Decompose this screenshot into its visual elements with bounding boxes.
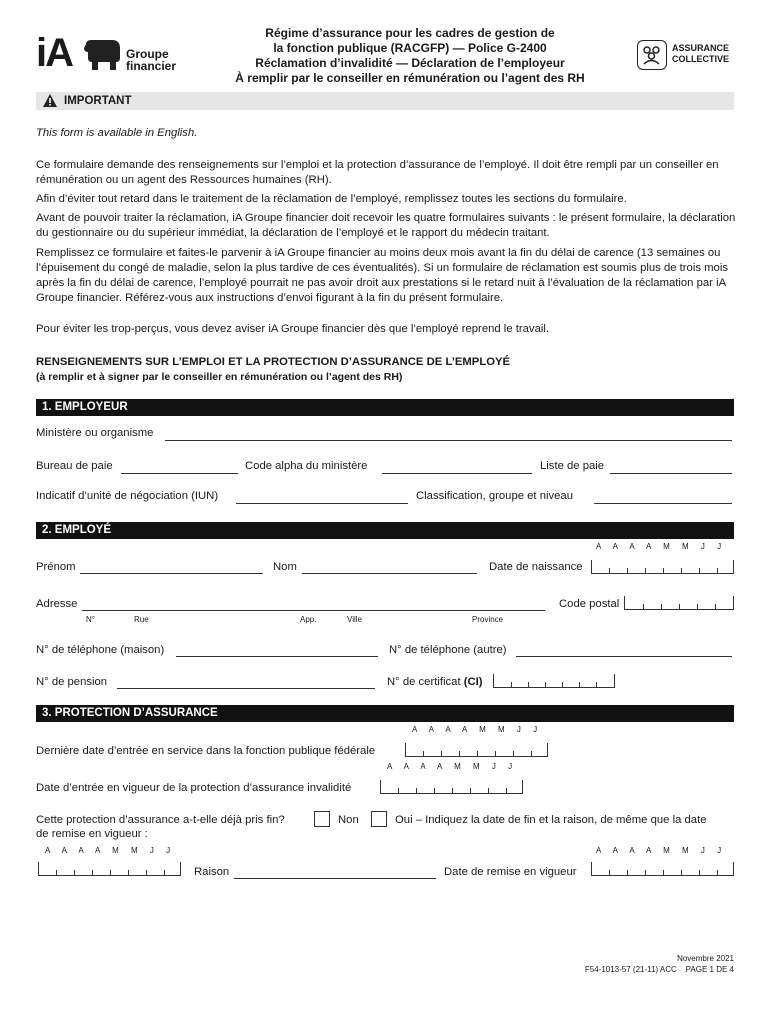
group-insurance-icon <box>637 40 667 70</box>
footer <box>585 953 734 975</box>
nom-label: Nom <box>273 561 297 573</box>
tel-autre-label: N° de téléphone (autre) <box>389 644 507 656</box>
code-postal-box[interactable] <box>624 596 734 610</box>
code-alpha-field[interactable] <box>382 473 532 474</box>
important-bar <box>36 92 734 110</box>
adresse-sub-ville: Ville <box>347 615 362 624</box>
nom-field[interactable] <box>302 573 477 574</box>
iun-label: Indicatif d’unité de négociation (IUN) <box>36 490 219 502</box>
paragraph-2: Afin d’éviter tout retard dans le traitement de la réclamation de l’employé, remplissez toutes les sections du formulaire. <box>36 193 627 205</box>
title-line-2: la fonction publique (RACGFP) — Police G-2400 <box>273 41 547 55</box>
naissance-label: Date de naissance <box>489 561 583 573</box>
question-line-1: Cette protection d’assurance a-t-elle déjà pris fin? <box>36 814 285 826</box>
date-remise-label: Date de remise en vigueur <box>444 866 577 878</box>
fin-date-box[interactable] <box>38 862 181 876</box>
logo-text <box>126 48 176 72</box>
naissance-date-format: A A A A M M J J <box>596 542 722 551</box>
paragraph-1: Ce formulaire demande des renseignements sur l’emploi et la protection d’assurance de l’employé. Il doit être rempli par un conseiller en rémunération ou un agent des Ressources humaines (RH). <box>36 159 719 186</box>
elephant-logo-icon <box>82 38 122 72</box>
footer-code-line <box>585 964 734 975</box>
warning-icon <box>42 93 58 109</box>
certificat-ci: (CI) <box>463 676 483 688</box>
adresse-sub-province: Province <box>472 615 504 624</box>
footer-date: Novembre 2021 <box>677 954 734 963</box>
important-label: IMPORTANT <box>64 95 132 107</box>
section-3-title: 3. PROTECTION D’ASSURANCE <box>42 707 218 719</box>
paragraph-4: Remplissez ce formulaire et faites-le parvenir à iA Groupe financier au moins deux mois avant la fin du délai de carence (13 semaines ou l’épuisement du congé de maladie, selon la plus tardive de ces éventualités). Si un formulaire de réclamation est soumis plus de trois mois après la fin du délai de carence, l’employé pourrait ne pas avoir droit aux prestations si le retard nuit à l’évaluation de la réclamation par iA Groupe financier. Référez-vous aux instructions d’envoi figurant à la fin du présent formulaire. <box>36 247 728 304</box>
title-line-3: Réclamation d’invalidité — Déclaration de l’employeur <box>255 56 565 70</box>
logo-ia: iA <box>36 31 72 75</box>
badge-line-2: COLLECTIVE <box>672 54 730 64</box>
date-vigueur-label: Date d’entrée en vigueur de la protection d’assurance invalidité <box>36 782 352 794</box>
english-note: This form is available in English. <box>36 127 198 139</box>
classification-label: Classification, groupe et niveau <box>416 490 573 502</box>
question-line-2: de remise en vigueur : <box>36 828 148 840</box>
adresse-field[interactable] <box>82 610 545 611</box>
tel-maison-label: N° de téléphone (maison) <box>36 644 165 656</box>
tel-autre-field[interactable] <box>516 656 732 657</box>
date-vigueur-box[interactable] <box>380 780 523 794</box>
code-postal-label: Code postal <box>559 598 620 610</box>
tel-maison-field[interactable] <box>176 656 378 657</box>
code-alpha-label: Code alpha du ministère <box>245 460 368 472</box>
prenom-label: Prénom <box>36 561 76 573</box>
badge-line-1: ASSURANCE <box>672 43 730 53</box>
adresse-sub-rue: Rue <box>134 615 149 624</box>
paragraph-5: Pour éviter les trop-perçus, vous devez aviser iA Groupe financier dès que l’employé reprend le travail. <box>36 323 550 335</box>
section-3-header <box>36 705 734 722</box>
iun-field[interactable] <box>236 503 408 504</box>
naissance-date-box[interactable] <box>591 560 734 574</box>
certificat-text: N° de certificat <box>387 676 461 688</box>
remise-date-format: A A A A M M J J <box>596 846 722 855</box>
certificat-label <box>387 676 483 688</box>
section-2-header <box>36 522 734 539</box>
certificat-box[interactable] <box>493 674 615 688</box>
prenom-field[interactable] <box>80 573 263 574</box>
derniere-date-format: A A A A M M J J <box>412 725 538 734</box>
non-checkbox[interactable] <box>314 811 330 827</box>
section-2-title: 2. EMPLOYÉ <box>42 524 112 536</box>
section-1-header <box>36 399 734 416</box>
oui-label: Oui – Indiquez la date de fin et la raison, de même que la date <box>395 814 707 826</box>
liste-field[interactable] <box>610 473 732 474</box>
date-vigueur-format: A A A A M M J J <box>387 762 513 771</box>
remise-date-box[interactable] <box>591 862 734 876</box>
raison-field[interactable] <box>234 878 436 879</box>
footer-code: F54-1013-57 (21-11) ACC <box>584 965 677 974</box>
info-heading: RENSEIGNEMENTS SUR L’EMPLOI ET LA PROTECTION D’ASSURANCE DE L’EMPLOYÉ <box>36 356 511 368</box>
info-subheading: (à remplir et à signer par le conseiller en rémunération ou l’agent des RH) <box>36 371 403 383</box>
non-label: Non <box>338 814 359 826</box>
form-title <box>190 26 630 86</box>
logo-financier: financier <box>126 59 177 73</box>
title-line-4: À remplir par le conseiller en rémunération ou l’agent des RH <box>235 71 585 85</box>
classification-field[interactable] <box>594 503 732 504</box>
raison-label: Raison <box>194 866 230 878</box>
paragraph-3: Avant de pouvoir traiter la réclamation, iA Groupe financier doit recevoir les quatre formulaires suivants : le présent formulaire, la déclaration du gestionnaire ou du supérieur immédiat, la déclaration de l’employé et le rapport du médecin traitant. <box>36 212 736 239</box>
fin-date-format: A A A A M M J J <box>45 846 171 855</box>
adresse-label: Adresse <box>36 598 78 610</box>
bureau-field[interactable] <box>121 473 238 474</box>
adresse-sub-app: App. <box>300 615 317 624</box>
title-line-1: Régime d’assurance pour les cadres de gestion de <box>265 26 555 40</box>
ministere-field[interactable] <box>165 440 732 441</box>
footer-page: PAGE 1 DE 4 <box>685 965 734 974</box>
derniere-date-box[interactable] <box>405 743 548 757</box>
group-insurance-label <box>672 43 729 65</box>
oui-checkbox[interactable] <box>371 811 387 827</box>
section-1-title: 1. EMPLOYEUR <box>42 401 128 413</box>
derniere-date-label: Dernière date d’entrée en service dans la fonction publique fédérale <box>36 745 376 757</box>
bureau-label: Bureau de paie <box>36 460 113 472</box>
logo-groupe: Groupe <box>126 47 169 61</box>
pension-field[interactable] <box>117 688 375 689</box>
pension-label: N° de pension <box>36 676 108 688</box>
ministere-label: Ministère ou organisme <box>36 427 154 439</box>
liste-label: Liste de paie <box>540 460 605 472</box>
adresse-sub-no: N° <box>86 615 95 624</box>
